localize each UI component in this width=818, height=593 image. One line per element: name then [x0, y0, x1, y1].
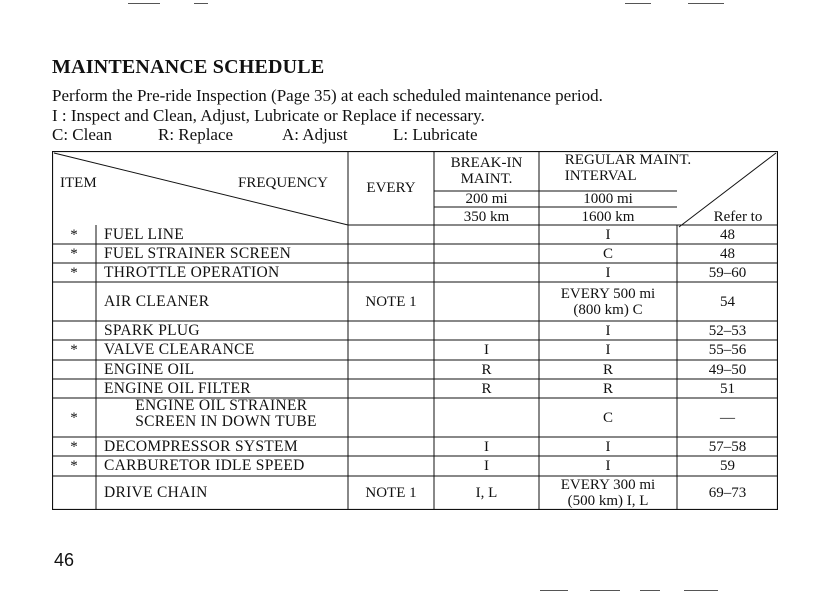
row-every [348, 321, 434, 340]
row-item-name: FUEL LINE [104, 225, 185, 243]
legend-adjust: A: Adjust [282, 125, 348, 144]
row-every [348, 263, 434, 282]
row-item-name: DECOMPRESSOR SYSTEM [104, 437, 298, 455]
row-item-name: VALVE CLEARANCE [104, 341, 255, 358]
row-breakin: I, L [475, 485, 498, 501]
header-regular-km: 1600 km [581, 208, 635, 225]
row-refer-page: 49–50 [708, 361, 747, 378]
row-refer-page: — [720, 409, 735, 426]
row-refer-page: 48 [720, 245, 735, 262]
row-item-name: THROTTLE OPERATION [104, 263, 280, 281]
legend-clean: C: Clean [52, 125, 112, 144]
row-breakin: R [481, 361, 492, 378]
row-refer-page: 54 [720, 293, 735, 310]
row-star-mark [52, 321, 96, 340]
row-star-mark: * [70, 438, 78, 455]
row-every: NOTE 1 [365, 485, 417, 501]
scan-mark [590, 590, 620, 591]
header-item: ITEM [60, 175, 97, 191]
row-every [348, 244, 434, 263]
intro-text: Perform the Pre-ride Inspection (Page 35) at each scheduled maintenance period. [52, 86, 603, 105]
row-refer-page: 59–60 [708, 264, 747, 281]
header-breakin-km: 350 km [463, 208, 510, 225]
legend-lubricate: L: Lubricate [393, 125, 478, 144]
row-item-name: CARBURETOR IDLE SPEED [104, 457, 305, 474]
row-regular: EVERY 300 mi (500 km) I, L [560, 477, 656, 509]
row-every: NOTE 1 [365, 293, 417, 310]
header-every: EVERY [366, 180, 416, 196]
row-item-name: DRIVE CHAIN [104, 484, 208, 501]
row-every [348, 225, 434, 244]
row-refer-page: 51 [720, 380, 735, 397]
scan-mark [684, 590, 718, 591]
row-star-mark [52, 282, 96, 321]
row-star-mark [52, 360, 96, 379]
header-breakin: BREAK-IN MAINT. [450, 155, 523, 187]
row-refer-page: 59 [720, 458, 735, 474]
row-regular: I [605, 438, 611, 455]
row-item-name: ENGINE OIL STRAINER SCREEN IN DOWN TUBE [135, 397, 317, 430]
row-star-mark: * [70, 264, 78, 281]
row-every [348, 398, 434, 437]
row-breakin [434, 244, 539, 263]
header-regular-mi: 1000 mi [583, 191, 633, 207]
row-breakin [434, 263, 539, 282]
row-every [348, 456, 434, 476]
row-refer-page: 52–53 [708, 322, 747, 339]
row-refer-page: 69–73 [708, 485, 747, 501]
row-star-mark: * [70, 458, 78, 474]
row-every [348, 437, 434, 456]
row-regular: R [602, 361, 613, 378]
row-refer-page: 48 [720, 226, 735, 243]
row-breakin [434, 321, 539, 340]
page-title: MAINTENANCE SCHEDULE [52, 56, 325, 78]
row-every [348, 360, 434, 379]
row-refer-page: 55–56 [708, 342, 747, 358]
row-regular: I [605, 264, 611, 281]
row-item-name: AIR CLEANER [104, 292, 210, 310]
row-regular: C [602, 245, 613, 262]
row-regular: I [605, 226, 611, 243]
scan-mark [128, 3, 160, 4]
scan-mark [194, 3, 208, 4]
row-star-mark [52, 476, 96, 510]
row-refer-page: 57–58 [708, 438, 747, 455]
row-star-mark: * [70, 409, 78, 426]
scan-mark [540, 590, 568, 591]
row-regular: I [605, 322, 611, 339]
row-item-name: SPARK PLUG [104, 321, 200, 339]
row-breakin: I [484, 438, 489, 455]
row-breakin: I [484, 458, 489, 474]
header-frequency: FREQUENCY [238, 175, 329, 191]
legend-replace: R: Replace [158, 125, 234, 144]
row-regular: R [602, 380, 613, 397]
row-star-mark: * [70, 245, 78, 262]
row-star-mark: * [70, 226, 78, 243]
row-breakin [434, 398, 539, 437]
header-regular: REGULAR MAINT. INTERVAL [564, 152, 692, 184]
row-every [348, 340, 434, 360]
row-breakin: R [481, 380, 492, 397]
page-number: 46 [54, 550, 75, 570]
header-breakin-mi: 200 mi [465, 191, 508, 207]
row-breakin [434, 282, 539, 321]
row-breakin [434, 225, 539, 244]
row-regular: I [605, 458, 611, 474]
header-refer-to: Refer to [713, 208, 763, 225]
row-star-mark [52, 379, 96, 398]
row-star-mark: * [70, 342, 78, 358]
scan-mark [640, 590, 660, 591]
scan-mark [625, 3, 651, 4]
row-item-name: ENGINE OIL FILTER [104, 379, 251, 397]
row-breakin: I [484, 342, 489, 358]
row-item-name: ENGINE OIL [104, 360, 195, 378]
scan-mark [688, 3, 724, 4]
maintenance-schedule-table [52, 151, 778, 510]
row-regular: C [602, 409, 613, 426]
row-item-name: FUEL STRAINER SCREEN [104, 244, 292, 262]
row-every [348, 379, 434, 398]
row-regular: I [605, 342, 611, 358]
row-regular: EVERY 500 mi (800 km) C [560, 285, 656, 318]
intro-text-legend-i: I : Inspect and Clean, Adjust, Lubricate or Replace if necessary. [52, 106, 485, 125]
